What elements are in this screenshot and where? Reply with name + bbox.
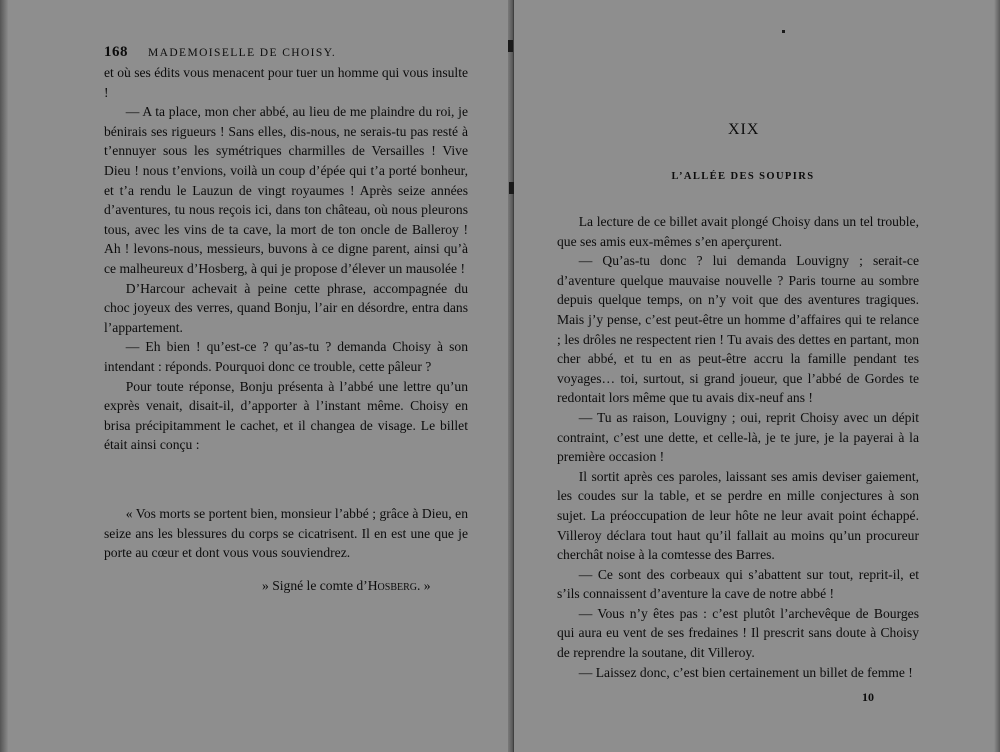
paragraph: — Vous n’y êtes pas : c’est plutôt l’archevêque de Bourges qui aura eu vent de ses fredaines ! Il prescrit sans doute à Choisy de reprendre la soutane, dit Villeroy. — [557, 605, 919, 661]
left-page-body — [104, 63, 468, 455]
page-number-left: 168 — [104, 44, 128, 60]
signature-mark: 10 — [862, 690, 874, 704]
running-title: MADEMOISELLE DE CHOISY. — [148, 47, 337, 59]
letter-text — [104, 504, 468, 563]
paragraph: — Ce sont des corbeaux qui s’abattent sur tout, reprit-il, et s’ils connaissent d’aventure la cave de notre abbé ! — [557, 566, 919, 602]
gutter-mark — [508, 40, 513, 52]
paragraph: — A ta place, mon cher abbé, au lieu de me plaindre du roi, je bénirais ses rigueurs ! Sans elles, dis-nous, ne serais-tu pas resté à t’ennuyer sous les symétriques charmilles de Versailles ! Vive Dieu ! nous t’envions, voilà un coup d’épée qui t’a porté bonheur, et t’a rendu le Lauzun de vingt royaumes ! Après seize années d’aventures, tu nous reçois ici, dans ton château, où nous pleurons tous, avec les vins de ta cave, la mort de ton oncle de Balleroy ! Ah ! levons-nous, messieurs, buvons à ce digne parent, ainsi qu’à ce malheureux d’Hosberg, à qui je propose d’élever un mausolée ! — [104, 104, 468, 276]
chapter-number: XIX — [728, 121, 760, 138]
chapter-title: L’ALLÉE DES SOUPIRS — [671, 171, 815, 182]
paragraph: Il sortit après ces paroles, laissant ses amis deviser gaiement, les coudes sur la table, et se perdre en mille conjectures à son sujet. La préoccupation de leur hôte ne leur avait point échappé. Villeroy déclara tout haut qu’il fallait au moins qu’un procureur cherchât noise à la comtesse des Barres. — [557, 468, 919, 563]
signature-prefix: » Signé le comte d’ — [262, 578, 368, 593]
right-page-edge — [994, 0, 1000, 752]
gutter-mark — [509, 182, 514, 194]
left-page-edge — [0, 0, 8, 752]
paragraph: D’Harcour achevait à peine cette phrase, accompagnée du choc joyeux des verres, quand Bonju, l’air en désordre, entra dans l’appartement. — [104, 280, 468, 335]
signature-name: Hosberg — [367, 578, 417, 593]
paragraph: et où ses édits vous menacent pour tuer un homme qui vous insulte ! — [104, 65, 468, 100]
paragraph: — Eh bien ! qu’est-ce ? qu’as-tu ? demanda Choisy à son intendant : réponds. Pourquoi donc ce trouble, cette pâleur ? — [104, 339, 468, 374]
paragraph: Pour toute réponse, Bonju présenta à l’abbé une lettre qu’un exprès venait, disait-il, d’apporter à l’instant même. Choisy en brisa précipitamment le cachet, et il changea de visage. Le billet était ainsi conçu : — [104, 378, 468, 453]
paragraph: — Qu’as-tu donc ? lui demanda Louvigny ; serait-ce d’aventure quelque mauvaise nouvelle ? Paris tourne au sombre depuis quelque temps, on n’y voit que des aventures tragiques. Mais j’y pense, c’est peut-être un homme d’affaires qui te relance ; les drôles ne respectent rien ! Tu avais des dettes en partant, mon cher abbé, et tu en as peut-être accru la famille pendant tes voyages… toi, surtout, si grand joueur, que l’abbé de Gordes te redontait lors même que tu avais dix-neuf ans ! — [557, 253, 919, 406]
letter-paragraph: « Vos morts se portent bien, monsieur l’abbé ; grâce à Dieu, en seize ans les blessures du corps se cicatrisent. Il en est une que je porte au cœur et dont vous vous souviendrez. — [104, 506, 468, 561]
signature-suffix: . » — [417, 578, 431, 593]
right-page-body — [557, 212, 919, 682]
paragraph: La lecture de ce billet avait plongé Choisy dans un tel trouble, que ses amis eux-mêmes s’en aperçurent. — [557, 214, 919, 249]
ink-speck — [782, 30, 785, 33]
letter-signature — [262, 578, 431, 594]
running-head — [104, 44, 444, 61]
paragraph: — Laissez donc, c’est bien certainement un billet de femme ! — [578, 664, 913, 680]
paragraph: — Tu as raison, Louvigny ; oui, reprit Choisy avec un dépit contraint, c’est une dette, et celle-là, je te jure, je la payerai à la première occasion ! — [557, 409, 919, 465]
